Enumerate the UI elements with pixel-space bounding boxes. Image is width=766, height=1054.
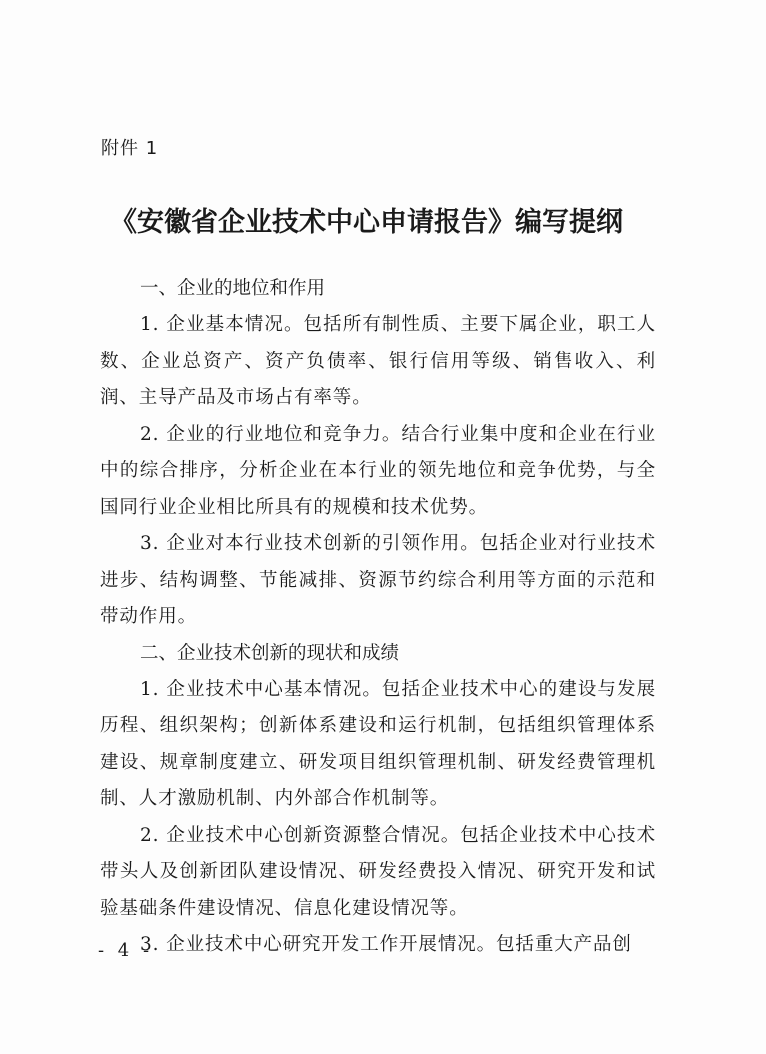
paragraph: 1. 企业基本情况。包括所有制性质、主要下属企业，职工人数、企业总资产、资产负债率、银行信用等级、销售收入、利润、主导产品及市场占有率等。 <box>100 314 656 408</box>
page-number: - 4 - <box>98 940 154 961</box>
section-heading: 二、企业技术创新的现状和成绩 <box>140 642 400 664</box>
paragraph: 3. 企业技术中心研究开发工作开展情况。包括重大产品创 <box>140 934 632 955</box>
paragraph: 3. 企业对本行业技术创新的引领作用。包括企业对行业技术进步、结构调整、节能减排、资源节约综合利用等方面的示范和带动作用。 <box>100 533 656 627</box>
attachment-label: 附件 1 <box>101 138 159 159</box>
paragraph: 2. 企业技术中心创新资源整合情况。包括企业技术中心技术带头人及创新团队建设情况、研发经费投入情况、研究开发和试验基础条件建设情况、信息化建设情况等。 <box>100 824 656 919</box>
section-heading: 一、企业的地位和作用 <box>140 278 326 299</box>
document-body <box>100 271 656 964</box>
document-title: 《安徽省企业技术中心申请报告》编写提纲 <box>110 207 623 238</box>
paragraph: 1. 企业技术中心基本情况。包括企业技术中心的建设与发展历程、组织架构；创新体系建设和运行机制，包括组织管理体系建设、规章制度建立、研发项目组织管理机制、研发经费管理机制、人才激励机制、内外部合作机制等。 <box>100 678 656 809</box>
paragraph: 2. 企业的行业地位和竞争力。结合行业集中度和企业在行业中的综合排序，分析企业在本行业的领先地位和竞争优势，与全国同行业企业相比所具有的规模和技术优势。 <box>100 423 656 518</box>
